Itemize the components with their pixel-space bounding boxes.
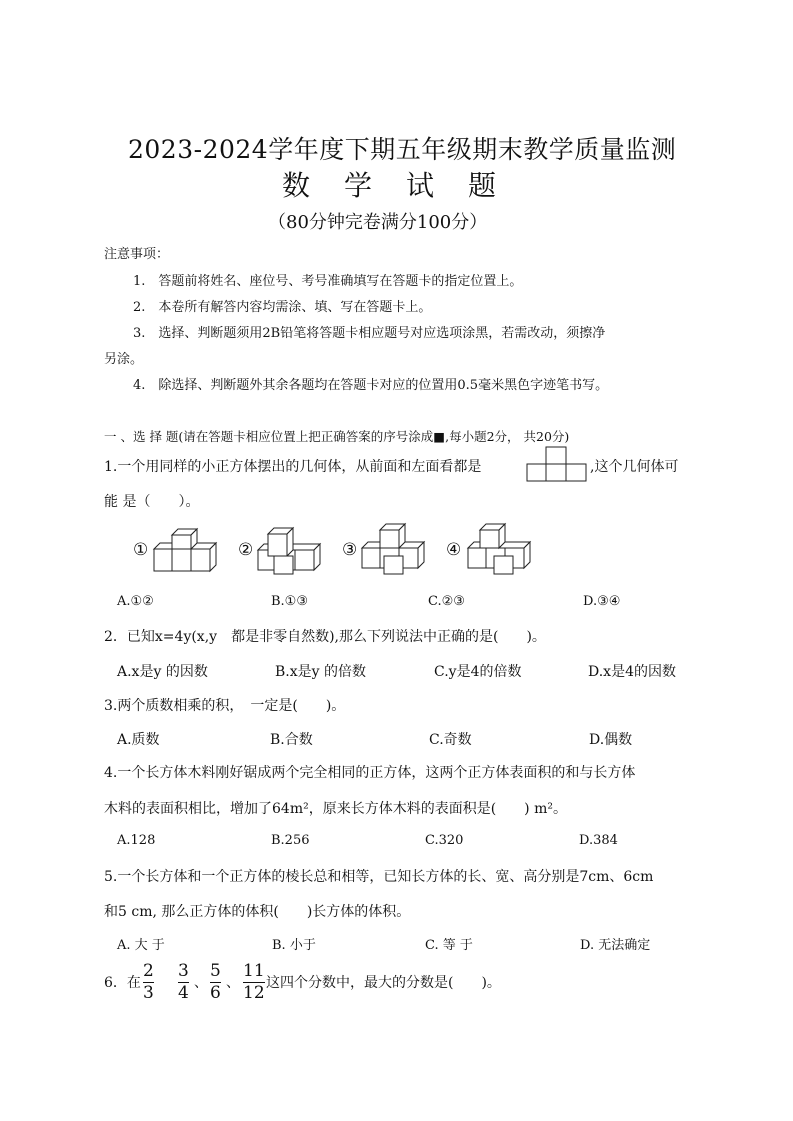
note-item: 4. 除选择、判断题外其余各题均在答题卡对应的位置用0.5毫米黑色字迹笔书写。 xyxy=(133,378,609,393)
question-2-text: 2．已知x=4y(x,y 都是非零自然数),那么下列说法中正确的是( )。 xyxy=(104,629,546,645)
option-c: C.②③ xyxy=(428,594,465,609)
section-heading: 一 、选 择 题(请在答题卡相应位置上把正确答案的序号涂成■,每小题2分， 共20分) xyxy=(104,429,570,444)
note-item: 1. 答题前将姓名、座位号、考号准确填写在答题卡的指定位置上。 xyxy=(133,274,523,289)
exam-title: 2023-2024学年度下期五年级期末教学质量监测 xyxy=(128,135,677,164)
question-5-text: 5.一个长方体和一个正方体的棱长总和相等，已知长方体的长、宽、高分别是7cm、6cm xyxy=(104,869,654,885)
fraction-2 xyxy=(178,962,189,1003)
option-c: C. 等 于 xyxy=(425,938,473,953)
exam-subtitle: 数学试题 xyxy=(282,169,531,202)
option-c: C.奇数 xyxy=(429,732,472,748)
cube-figure-3 xyxy=(360,520,426,578)
separator: 、 xyxy=(226,975,240,991)
option-d: D.384 xyxy=(579,833,618,848)
figure-label-4: ④ xyxy=(446,540,462,560)
note-item: 2. 本卷所有解答内容均需涂、填、写在答题卡上。 xyxy=(133,300,432,315)
option-c: C.y是4的倍数 xyxy=(434,664,522,680)
question-4-text-line2: 木料的表面积相比，增加了64m²，原来长方体木料的表面积是( ) m²。 xyxy=(104,801,567,817)
fraction-1 xyxy=(143,962,154,1003)
view-shape-figure xyxy=(526,446,588,482)
question-1-text: 1.一个用同样的小正方体摆出的几何体，从前面和左面看都是 xyxy=(104,459,482,475)
option-c: C.320 xyxy=(425,833,464,848)
notes-heading: 注意事项： xyxy=(104,247,170,262)
option-d: D. 无法确定 xyxy=(580,938,651,953)
figure-label-1: ① xyxy=(133,540,149,560)
figure-label-3: ③ xyxy=(342,540,358,560)
fraction-numerator: 3 xyxy=(178,961,189,981)
option-b: B.①③ xyxy=(271,594,308,609)
option-a: A.质数 xyxy=(117,732,160,748)
question-3-text: 3.两个质数相乘的积， 一定是( )。 xyxy=(104,698,346,714)
fraction-denominator: 4 xyxy=(178,983,189,1003)
figure-label-2: ② xyxy=(238,540,254,560)
fraction-denominator: 12 xyxy=(243,983,265,1003)
option-b: B.256 xyxy=(271,833,310,848)
note-item: 另涂。 xyxy=(104,352,144,367)
option-d: D.偶数 xyxy=(589,732,633,748)
question-5-text-line2: 和5 cm, 那么正方体的体积( )长方体的体积。 xyxy=(104,904,411,920)
fraction-numerator: 11 xyxy=(243,961,265,981)
option-a: A.①② xyxy=(117,594,154,609)
option-a: A.128 xyxy=(117,833,156,848)
question-4-text: 4.一个长方体木料刚好锯成两个完全相同的正方体，这两个正方体表面积的和与长方体 xyxy=(104,765,636,781)
fraction-denominator: 3 xyxy=(143,983,154,1003)
option-d: D.③④ xyxy=(583,594,621,609)
fraction-denominator: 6 xyxy=(210,983,221,1003)
fraction-numerator: 2 xyxy=(143,961,154,981)
question-1-text-line2: 能 是（ ）。 xyxy=(104,494,200,510)
option-b: B. 小于 xyxy=(272,938,316,953)
question-6-suffix: 这四个分数中，最大的分数是( )。 xyxy=(266,975,501,991)
option-a: A.x是y 的因数 xyxy=(117,664,208,680)
question-1-text-cont: ,这个几何体可 xyxy=(590,459,679,475)
option-b: B.x是y 的倍数 xyxy=(275,664,366,680)
separator: 、 xyxy=(194,975,208,991)
fraction-3 xyxy=(210,962,221,1003)
cube-figure-4 xyxy=(464,520,534,578)
question-6-prefix: 6．在 xyxy=(104,975,141,991)
duration-note: （80分钟完卷满分100分） xyxy=(268,212,488,233)
note-item: 3. 选择、判断题须用2B铅笔将答题卡相应题号对应选项涂黑，若需改动，须擦净 xyxy=(133,326,606,341)
option-a: A. 大 于 xyxy=(117,938,165,953)
fraction-numerator: 5 xyxy=(210,961,221,981)
fraction-4 xyxy=(243,962,265,1003)
cube-figure-2 xyxy=(256,520,322,578)
option-b: B.合数 xyxy=(270,732,313,748)
cube-figure-1 xyxy=(152,524,218,576)
option-d: D.x是4的因数 xyxy=(588,664,676,680)
